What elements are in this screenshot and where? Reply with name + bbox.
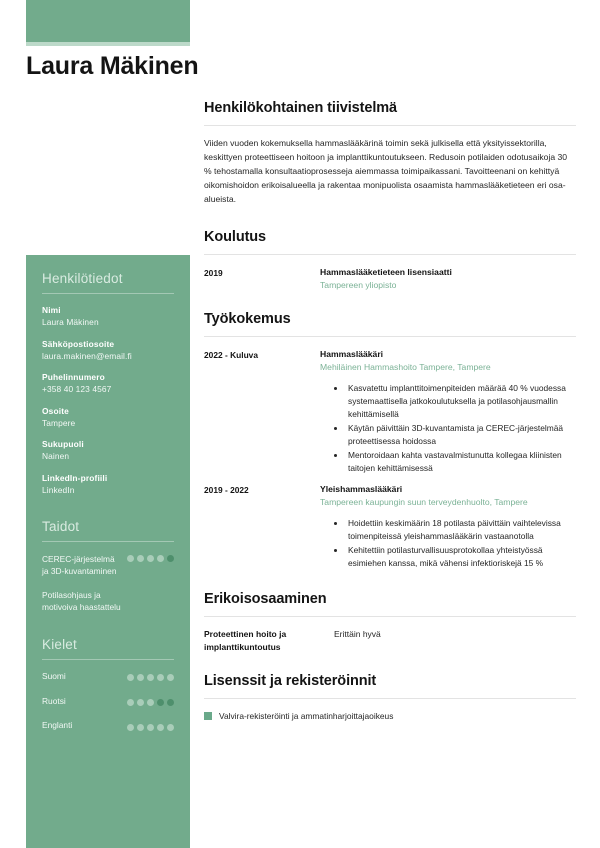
skill-row [42,553,174,577]
rating-dot [127,555,134,562]
info-item-linkedin [42,473,174,497]
divider [42,541,174,542]
sidebar-section-skills [42,519,174,613]
rating-dot [167,724,174,731]
entry-role: Yleishammaslääkäri [320,484,403,495]
info-value-linkedin-link[interactable]: LinkedIn [42,485,75,495]
rating-dot [167,699,174,706]
divider [204,616,576,617]
expertise-level: Erittäin hyvä [334,629,381,640]
rating-dot [167,555,174,562]
square-bullet-icon [204,712,212,720]
rating-dot [157,674,164,681]
experience-entry [204,483,576,571]
section-licenses [204,673,576,723]
experience-entry [204,348,576,476]
info-item-email [42,339,174,363]
divider [42,659,174,660]
section-title-expertise: Erikoisosaaminen [204,591,327,608]
list-item: • Kasvatettu implanttitoimenpiteiden määrää 40 % vuodessa systemaattisella jatkokoulutuksella ja potilasohjausmallin kehittämisellä [346,382,576,421]
info-item-gender [42,439,174,463]
section-title-summary: Henkilökohtainen tiivistelmä [204,100,397,116]
entry-organization: Tampereen yliopisto [320,279,397,290]
info-value: +358 40 123 4567 [42,384,112,395]
education-entry [204,266,576,292]
divider [204,125,576,126]
info-value: Nainen [42,451,70,462]
sidebar [26,255,190,848]
spacer [42,624,174,637]
page-title: Laura Mäkinen [26,52,199,80]
entry-role: Hammaslääketieteen lisensiaatti [320,266,452,277]
section-expertise [204,591,576,654]
sidebar-heading-languages: Kielet [42,636,77,652]
divider [204,698,576,699]
rating-dot [137,555,144,562]
divider [42,293,174,294]
skill-row [42,589,174,613]
language-name: Suomi [42,670,66,681]
rating-dot [137,674,144,681]
rating-dot [157,724,164,731]
sidebar-section-languages [42,637,174,732]
language-row [42,720,174,732]
license-row [204,710,576,723]
entry-body [320,483,576,571]
list-item: • Käytän päivittäin 3D-kuvantamista ja CEREC-järjestelmää proteettisessa hoidossa [346,422,576,448]
rating-dot [127,699,134,706]
section-education [204,229,576,292]
section-title-licenses: Lisenssit ja rekisteröinnit [204,672,377,689]
rating-dot [147,724,154,731]
list-item: • Hoidettiin keskimäärin 18 potilasta päivittäin vaihtelevissa toimenpiteissä yleishammaslääkärin vastaanotolla [346,517,576,543]
rating-dot [137,699,144,706]
language-name: Ruotsi [42,695,66,706]
section-summary [204,100,576,207]
list-item: • Mentoroidaan kahta vastavalmistunutta kollegaa kliinisten taitojen kehittämisessä [346,449,576,475]
info-value: Laura Mäkinen [42,317,99,328]
spacer [42,506,174,519]
entry-date: 2019 - 2022 [204,485,249,496]
rating-dot [127,724,134,731]
sidebar-section-personal-info [42,271,174,496]
header-accent-block [26,0,190,42]
rating-dot [157,699,164,706]
language-rating-dots [127,672,174,681]
info-value: laura.makinen@email.fi [42,350,132,361]
language-row [42,696,174,708]
info-label: Sukupuoli [42,439,84,450]
sidebar-heading-skills: Taidot [42,519,80,535]
sidebar-heading-personal-info: Henkilötiedot [42,271,123,286]
language-row [42,671,174,683]
expertise-row [204,628,576,654]
list-item: • Kehitettiin potilasturvallisuusprotokollaa yhteistyössä esimiehen kanssa, mikä vähensi infektioriskejä 15 % [346,544,576,570]
entry-organization: Mehiläinen Hammashoito Tampere, Tampere [320,362,491,373]
info-value: Tampere [42,417,76,428]
rating-dot [137,724,144,731]
info-item-name [42,305,174,329]
rating-dot [147,674,154,681]
skill-rating-dots [127,553,174,562]
info-label: Osoite [42,405,69,416]
divider [204,336,576,337]
language-name: Englanti [42,720,73,731]
skill-name: CEREC-järjestelmä ja 3D-kuvantaminen [42,554,117,577]
expertise-name: Proteettinen hoito ja implanttikuntoutus [204,629,287,652]
language-rating-dots [127,697,174,706]
entry-role: Hammaslääkäri [320,349,384,360]
language-rating-dots [127,722,174,731]
entry-body [320,348,576,476]
rating-dot [157,555,164,562]
main-content [204,0,576,722]
header-accent-underline [26,42,190,46]
info-label: Puhelinnumero [42,372,105,383]
skill-name: Potilasohjaus ja motivoiva haastattelu [42,589,121,612]
entry-date: 2019 [204,267,223,278]
divider [204,254,576,255]
info-label: Sähköpostiosoite [42,338,115,349]
entry-organization: Tampereen kaupungin suun terveydenhuolto, Tampere [320,497,528,508]
info-item-address [42,406,174,430]
rating-dot [147,699,154,706]
section-title-experience: Työkokemus [204,311,291,328]
rating-dot [127,674,134,681]
summary-text: Viiden vuoden kokemuksella hammaslääkärinä toimin sekä julkisella että yksityissektorilla, keskittyen proteettiseen hoitoon ja implanttikuntoutukseen. Redusoin potilaiden odotusaikoja 30 % tehostamalla konsultaatioprosesseja aiemmassa toimipaikassani. Tavoitteenani on kehittyä oikomishoidon erikoisalueella ja rakentaa monipuolista osaamista hammaslääketieteen eri osa-alueista. [204,138,568,204]
section-title-education: Koulutus [204,228,267,245]
rating-dot [147,555,154,562]
entry-bullet-list [320,382,576,475]
license-text: Valvira-rekisteröinti ja ammatinharjoittajaoikeus [219,710,394,721]
entry-date: 2022 - Kuluva [204,350,258,361]
section-experience [204,311,576,571]
entry-bullet-list [320,517,576,570]
entry-body [320,266,576,292]
info-label: Nimi [42,305,61,315]
info-item-phone [42,372,174,396]
rating-dot [167,674,174,681]
info-label: LinkedIn-profiili [42,472,108,483]
